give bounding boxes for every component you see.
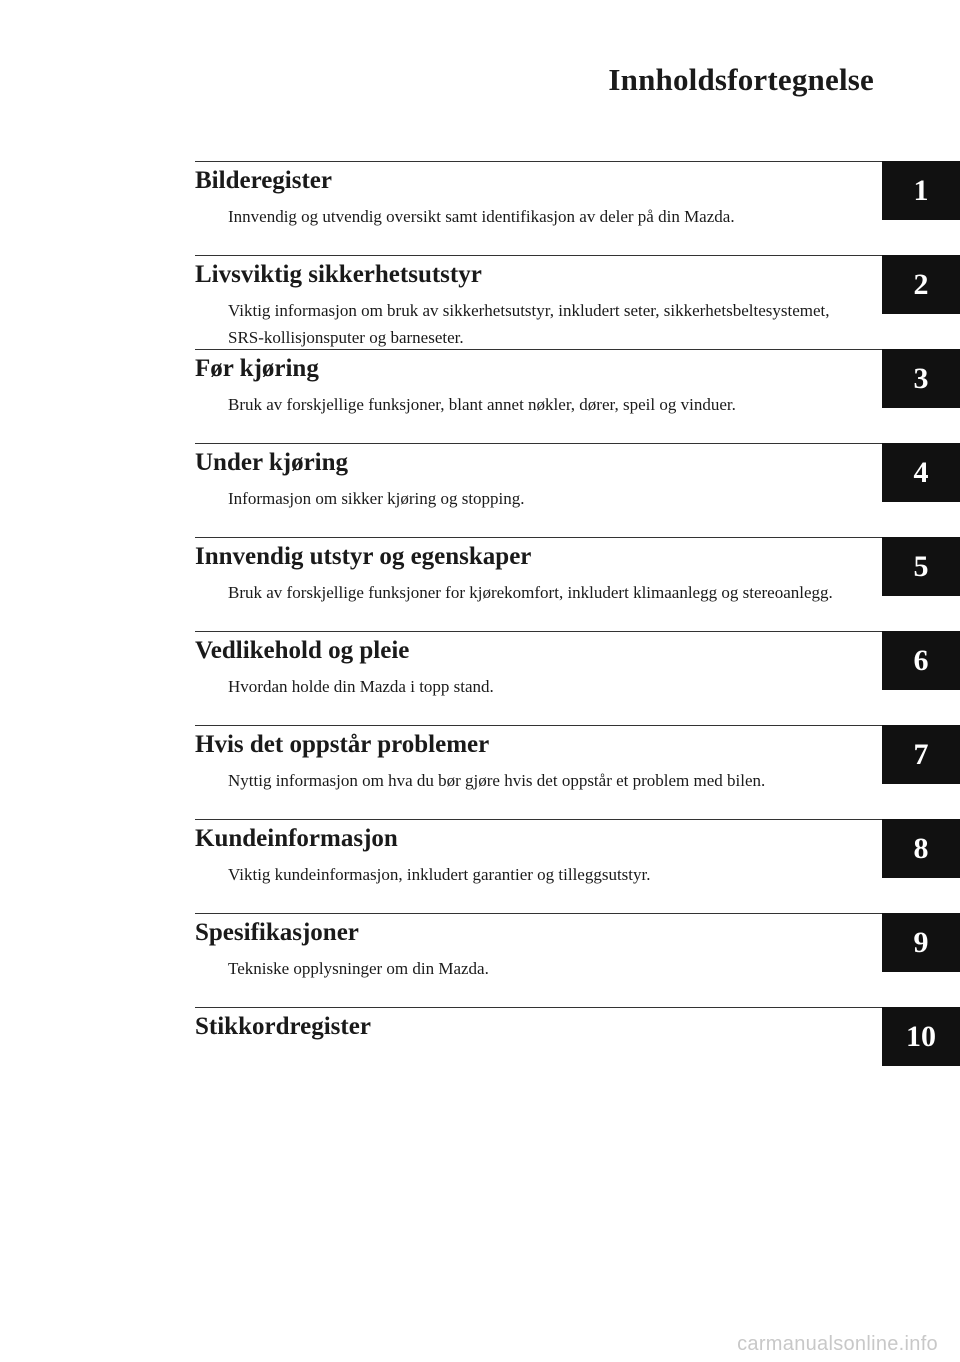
section-description: Informasjon om sikker kjøring og stopping. [228,489,525,508]
toc-section-8[interactable] [0,819,960,913]
section-description: Bruk av forskjellige funksjoner for kjørekomfort, inkludert klimaanlegg og stereoanlegg. [228,583,833,602]
section-title[interactable]: Kundeinformasjon [195,825,398,852]
toc-section-4[interactable] [0,443,960,537]
section-description: Viktig informasjon om bruk av sikkerhetsutstyr, inkludert seter, sikkerhetsbeltesystemet, SRS-kollisjonsputer og barneseter. [228,301,830,347]
section-title[interactable]: Vedlikehold og pleie [195,637,410,664]
section-tab-1[interactable]: 1 [882,161,960,220]
section-tab-6[interactable]: 6 [882,631,960,690]
section-tab-3[interactable]: 3 [882,349,960,408]
section-title[interactable]: Livsviktig sikkerhetsutstyr [195,261,482,288]
page-title: Innholdsfortegnelse [608,62,874,97]
toc-section-7[interactable] [0,725,960,819]
section-divider [195,349,882,350]
section-divider [195,537,882,538]
section-divider [195,161,882,162]
section-description: Viktig kundeinformasjon, inkludert garantier og tilleggsutstyr. [228,865,651,884]
section-title[interactable]: Hvis det oppstår problemer [195,731,490,758]
section-divider [195,913,882,914]
toc-section-2[interactable] [0,255,960,349]
section-divider [195,255,882,256]
toc-section-10[interactable] [0,1007,960,1101]
section-divider [195,631,882,632]
section-title[interactable]: Innvendig utstyr og egenskaper [195,543,532,570]
toc-section-6[interactable] [0,631,960,725]
section-divider [195,725,882,726]
section-tab-9[interactable]: 9 [882,913,960,972]
section-title[interactable]: Før kjøring [195,355,319,382]
table-of-contents [0,161,960,1101]
section-description: Nyttig informasjon om hva du bør gjøre hvis det oppstår et problem med bilen. [228,771,766,790]
section-tab-8[interactable]: 8 [882,819,960,878]
section-tab-4[interactable]: 4 [882,443,960,502]
section-description: Hvordan holde din Mazda i topp stand. [228,677,494,696]
section-divider [195,1007,882,1008]
section-title[interactable]: Bilderegister [195,167,332,194]
section-tab-2[interactable]: 2 [882,255,960,314]
section-tab-10[interactable]: 10 [882,1007,960,1066]
section-description: Innvendig og utvendig oversikt samt identifikasjon av deler på din Mazda. [228,207,735,226]
toc-section-3[interactable] [0,349,960,443]
toc-section-1[interactable] [0,161,960,255]
section-title[interactable]: Spesifikasjoner [195,919,359,946]
toc-section-9[interactable] [0,913,960,1007]
section-tab-5[interactable]: 5 [882,537,960,596]
section-divider [195,819,882,820]
section-title[interactable]: Stikkordregister [195,1013,371,1040]
toc-section-5[interactable] [0,537,960,631]
section-title[interactable]: Under kjøring [195,449,349,476]
section-divider [195,443,882,444]
watermark: carmanualsonline.info [737,1333,938,1355]
section-description: Bruk av forskjellige funksjoner, blant annet nøkler, dører, speil og vinduer. [228,395,736,414]
section-tab-7[interactable]: 7 [882,725,960,784]
section-description: Tekniske opplysninger om din Mazda. [228,959,489,978]
